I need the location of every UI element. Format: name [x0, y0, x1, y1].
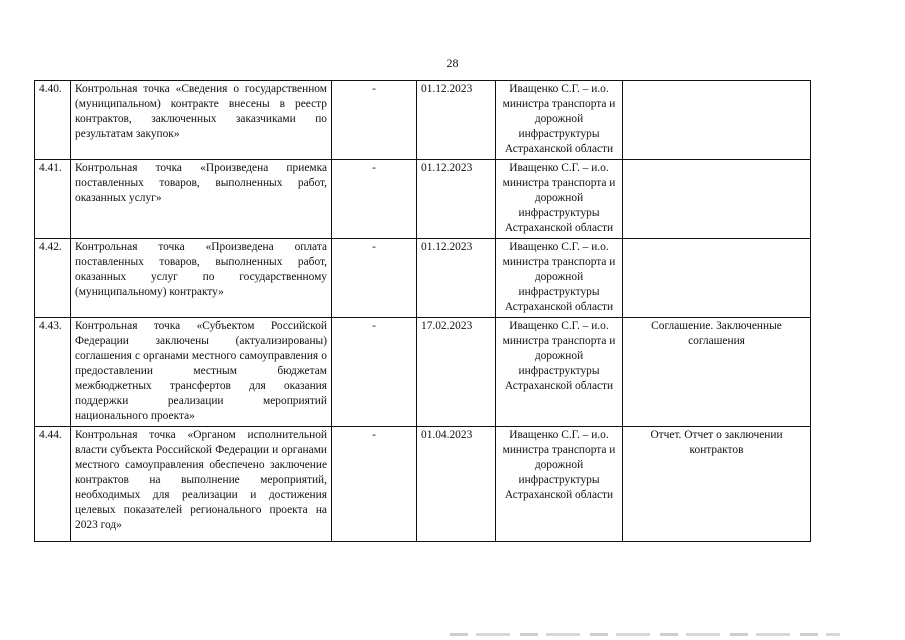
responsible-cell: Иващенко С.Г. – и.о. министра транспорта и дорожной инфраструктуры Астраханской области [496, 239, 623, 318]
control-point-text: Контрольная точка «Субъектом Российской Федерации заключены (актуализированы) соглашения с органами местного самоуправления о предоставлении местным бюджетам межбюджетных трансфертов для оказания поддержки реализации мероприятий национального проекта» [71, 318, 332, 427]
page-number: 28 [446, 56, 459, 70]
table-row [35, 318, 866, 427]
date-cell: 17.02.2023 [417, 318, 496, 427]
document-cell [623, 81, 811, 160]
responsible-cell: Иващенко С.Г. – и.о. министра транспорта и дорожной инфраструктуры Астраханской области [496, 318, 623, 427]
row-number: 4.44. [35, 427, 71, 542]
document-cell [623, 239, 811, 318]
date-cell: 01.12.2023 [417, 81, 496, 160]
document-cell [623, 160, 811, 239]
date-cell: 01.12.2023 [417, 239, 496, 318]
value-cell: - [332, 318, 417, 427]
row-number: 4.40. [35, 81, 71, 160]
value-cell: - [332, 239, 417, 318]
table-row [35, 239, 866, 318]
control-points-table [34, 80, 866, 542]
document-cell: Соглашение. Заключенные соглашения [623, 318, 811, 427]
table-row [35, 81, 866, 160]
table-row [35, 160, 866, 239]
table-row [35, 427, 866, 542]
value-cell: - [332, 427, 417, 542]
responsible-cell: Иващенко С.Г. – и.о. министра транспорта и дорожной инфраструктуры Астраханской области [496, 81, 623, 160]
date-cell: 01.04.2023 [417, 427, 496, 542]
responsible-cell: Иващенко С.Г. – и.о. министра транспорта и дорожной инфраструктуры Астраханской области [496, 427, 623, 542]
row-number: 4.43. [35, 318, 71, 427]
scan-edge-artifact [450, 633, 840, 636]
row-number: 4.41. [35, 160, 71, 239]
responsible-cell: Иващенко С.Г. – и.о. министра транспорта и дорожной инфраструктуры Астраханской области [496, 160, 623, 239]
value-cell: - [332, 160, 417, 239]
date-cell: 01.12.2023 [417, 160, 496, 239]
control-point-text: Контрольная точка «Сведения о государственном (муниципальном) контракте внесены в реестр контрактов, заключенных заказчиками по результатам закупок» [71, 81, 332, 160]
control-point-text: Контрольная точка «Произведена приемка поставленных товаров, выполненных работ, оказанных услуг» [71, 160, 332, 239]
control-point-text: Контрольная точка «Произведена оплата поставленных товаров, выполненных работ, оказанных услуг по государственному (муниципальному) контракту» [71, 239, 332, 318]
document-cell: Отчет. Отчет о заключении контрактов [623, 427, 811, 542]
row-number: 4.42. [35, 239, 71, 318]
value-cell: - [332, 81, 417, 160]
control-point-text: Контрольная точка «Органом исполнительной власти субъекта Российской Федерации и органами местного самоуправления обеспечено заключение контрактов на выполнение мероприятий, необходимых для реализации и достижения целевых показателей регионального проекта на 2023 год» [71, 427, 332, 542]
